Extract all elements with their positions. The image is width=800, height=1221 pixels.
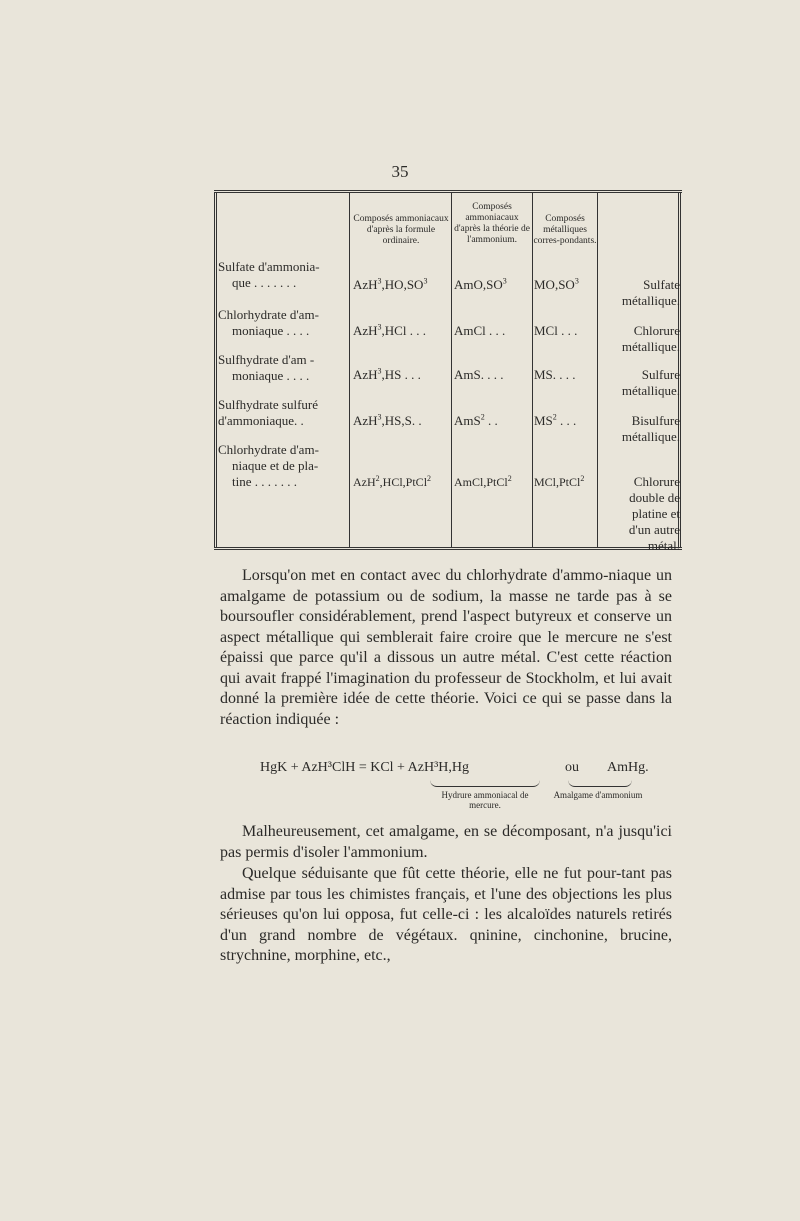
formula-metallic: MCl . . . <box>534 323 578 338</box>
header-ordinary: Composés ammoniacaux d'après la formule ordinaire. <box>353 214 449 246</box>
formula-ordinary: AzH$^3$,HS,S. . <box>353 412 422 428</box>
note-left: Hydrure ammoniacal de mercure. <box>441 790 529 810</box>
result-line: métallique. <box>621 293 680 308</box>
result-line: platine et <box>631 506 680 521</box>
row-name-line: Chlorhydrate d'am- <box>218 307 319 322</box>
column-divider <box>349 193 350 547</box>
table-row <box>218 397 348 429</box>
row-name-line: moniaque . . . . <box>232 368 310 383</box>
brace-left <box>430 780 540 787</box>
equation-left: HgK + AzH³ClH = KCl + AzH³H,Hg <box>260 760 470 775</box>
note-right: Amalgame d'ammonium <box>553 790 643 800</box>
result-line: double de <box>629 490 680 505</box>
table-top-rule <box>214 190 682 193</box>
row-name-line: Sulfhydrate sulfuré <box>218 397 319 412</box>
paragraph-text: Lorsqu'on met en contact avec du chlorhydrate d'ammo-niaque un amalgame de potassium ou de sodium, la masse ne tarde pas à se boursoufler considérablement, prend l'aspect butyreux et conserve un aspect métallique qui semblerait faire croire que le mercure ne s'est épaissi que parce qu'il a dissous un autre métal. C'est cette réaction qui avait frappé l'imagination du professeur de Stockholm, et lui avait donné la première idée de cette théorie. Voici ce qui se passe dans la réaction indiquée : <box>220 567 672 728</box>
table-row <box>218 352 348 384</box>
result-line: Sulfate <box>643 277 680 292</box>
table-left-border <box>214 193 217 547</box>
comparison-table <box>214 190 682 554</box>
formula-metallic: MCl,PtCl$^2$ <box>534 474 585 489</box>
result-cell <box>600 474 680 554</box>
table-row <box>218 307 348 339</box>
column-divider <box>451 193 452 547</box>
table-row <box>218 259 348 291</box>
column-divider <box>597 193 598 547</box>
formula-ordinary: AzH$^3$,HCl . . . <box>353 322 426 338</box>
row-name-line: Chlorhydrate d'am- <box>218 442 319 457</box>
formula-ammonium: AmCl,PtCl$^2$ <box>454 474 512 489</box>
result-line: Chlorure <box>633 474 680 489</box>
row-name-line: moniaque . . . . <box>232 323 310 338</box>
result-line: métal. <box>647 538 680 553</box>
result-line: Sulfure <box>641 367 680 382</box>
paragraph <box>220 822 672 863</box>
result-cell <box>600 323 680 355</box>
equation-ou: ou <box>565 760 579 775</box>
brace-right <box>568 780 632 787</box>
row-name-line: Sulfhydrate d'am - <box>218 352 315 367</box>
formula-ammonium: AmS$^2$ . . <box>454 412 498 428</box>
formula-ammonium: AmS. . . . <box>454 367 504 382</box>
equation-right: AmHg. <box>607 760 649 775</box>
formula-ammonium: AmCl . . . <box>454 323 506 338</box>
paragraph <box>220 864 672 967</box>
page-number: 35 <box>391 162 409 181</box>
formula-ordinary: AzH$^3$,HS . . . <box>353 366 421 382</box>
result-line: métallique. <box>621 383 680 398</box>
result-cell <box>600 367 680 399</box>
row-name-line: que . . . . . . . <box>232 275 297 290</box>
row-name-line: niaque et de pla- <box>232 458 319 473</box>
header-ammonium: Composés ammoniacaux d'après la théorie de l'ammonium. <box>454 202 530 245</box>
result-cell <box>600 413 680 445</box>
row-name-line: tine . . . . . . . <box>232 474 297 489</box>
formula-ammonium: $AmO,SO^3$ <box>454 276 507 292</box>
formula-metallic: $MS^2$ . . . <box>534 412 577 428</box>
result-cell <box>600 277 680 309</box>
table-row <box>218 442 348 490</box>
formula-ordinary: $AzH^3,HO,SO^3$ <box>353 276 428 292</box>
formula-metallic: MS. . . . <box>534 367 576 382</box>
result-line: métallique. <box>621 429 680 444</box>
paragraph-text: Quelque séduisante que fût cette théorie, elle ne fut pour-tant pas admise par tous les chimistes français, et l'une des objections les plus sérieuses qu'on lui opposa, fut celle-ci : les alcaloïdes naturels retirés d'un grand nombre de végétaux. qninine, cinchonine, brucine, strychnine, morphine, etc., <box>220 865 672 964</box>
header-metallic: Composés métalliques corres-pondants. <box>533 214 597 246</box>
row-name-line: Sulfate d'ammonia- <box>218 259 320 274</box>
formula-ordinary: AzH$^2$,HCl,PtCl$^2$ <box>353 474 432 489</box>
result-line: métallique. <box>621 339 680 354</box>
paragraph <box>220 566 672 730</box>
result-line: Chlorure <box>633 323 680 338</box>
result-line: d'un autre <box>628 522 680 537</box>
row-name-line: d'ammoniaque. . <box>218 413 304 428</box>
result-line: Bisulfure <box>631 413 680 428</box>
formula-metallic: $MO,SO^3$ <box>534 276 579 292</box>
paragraph-text: Malheureusement, cet amalgame, en se décomposant, n'a jusqu'ici pas permis d'isoler l'ammonium. <box>220 823 672 861</box>
